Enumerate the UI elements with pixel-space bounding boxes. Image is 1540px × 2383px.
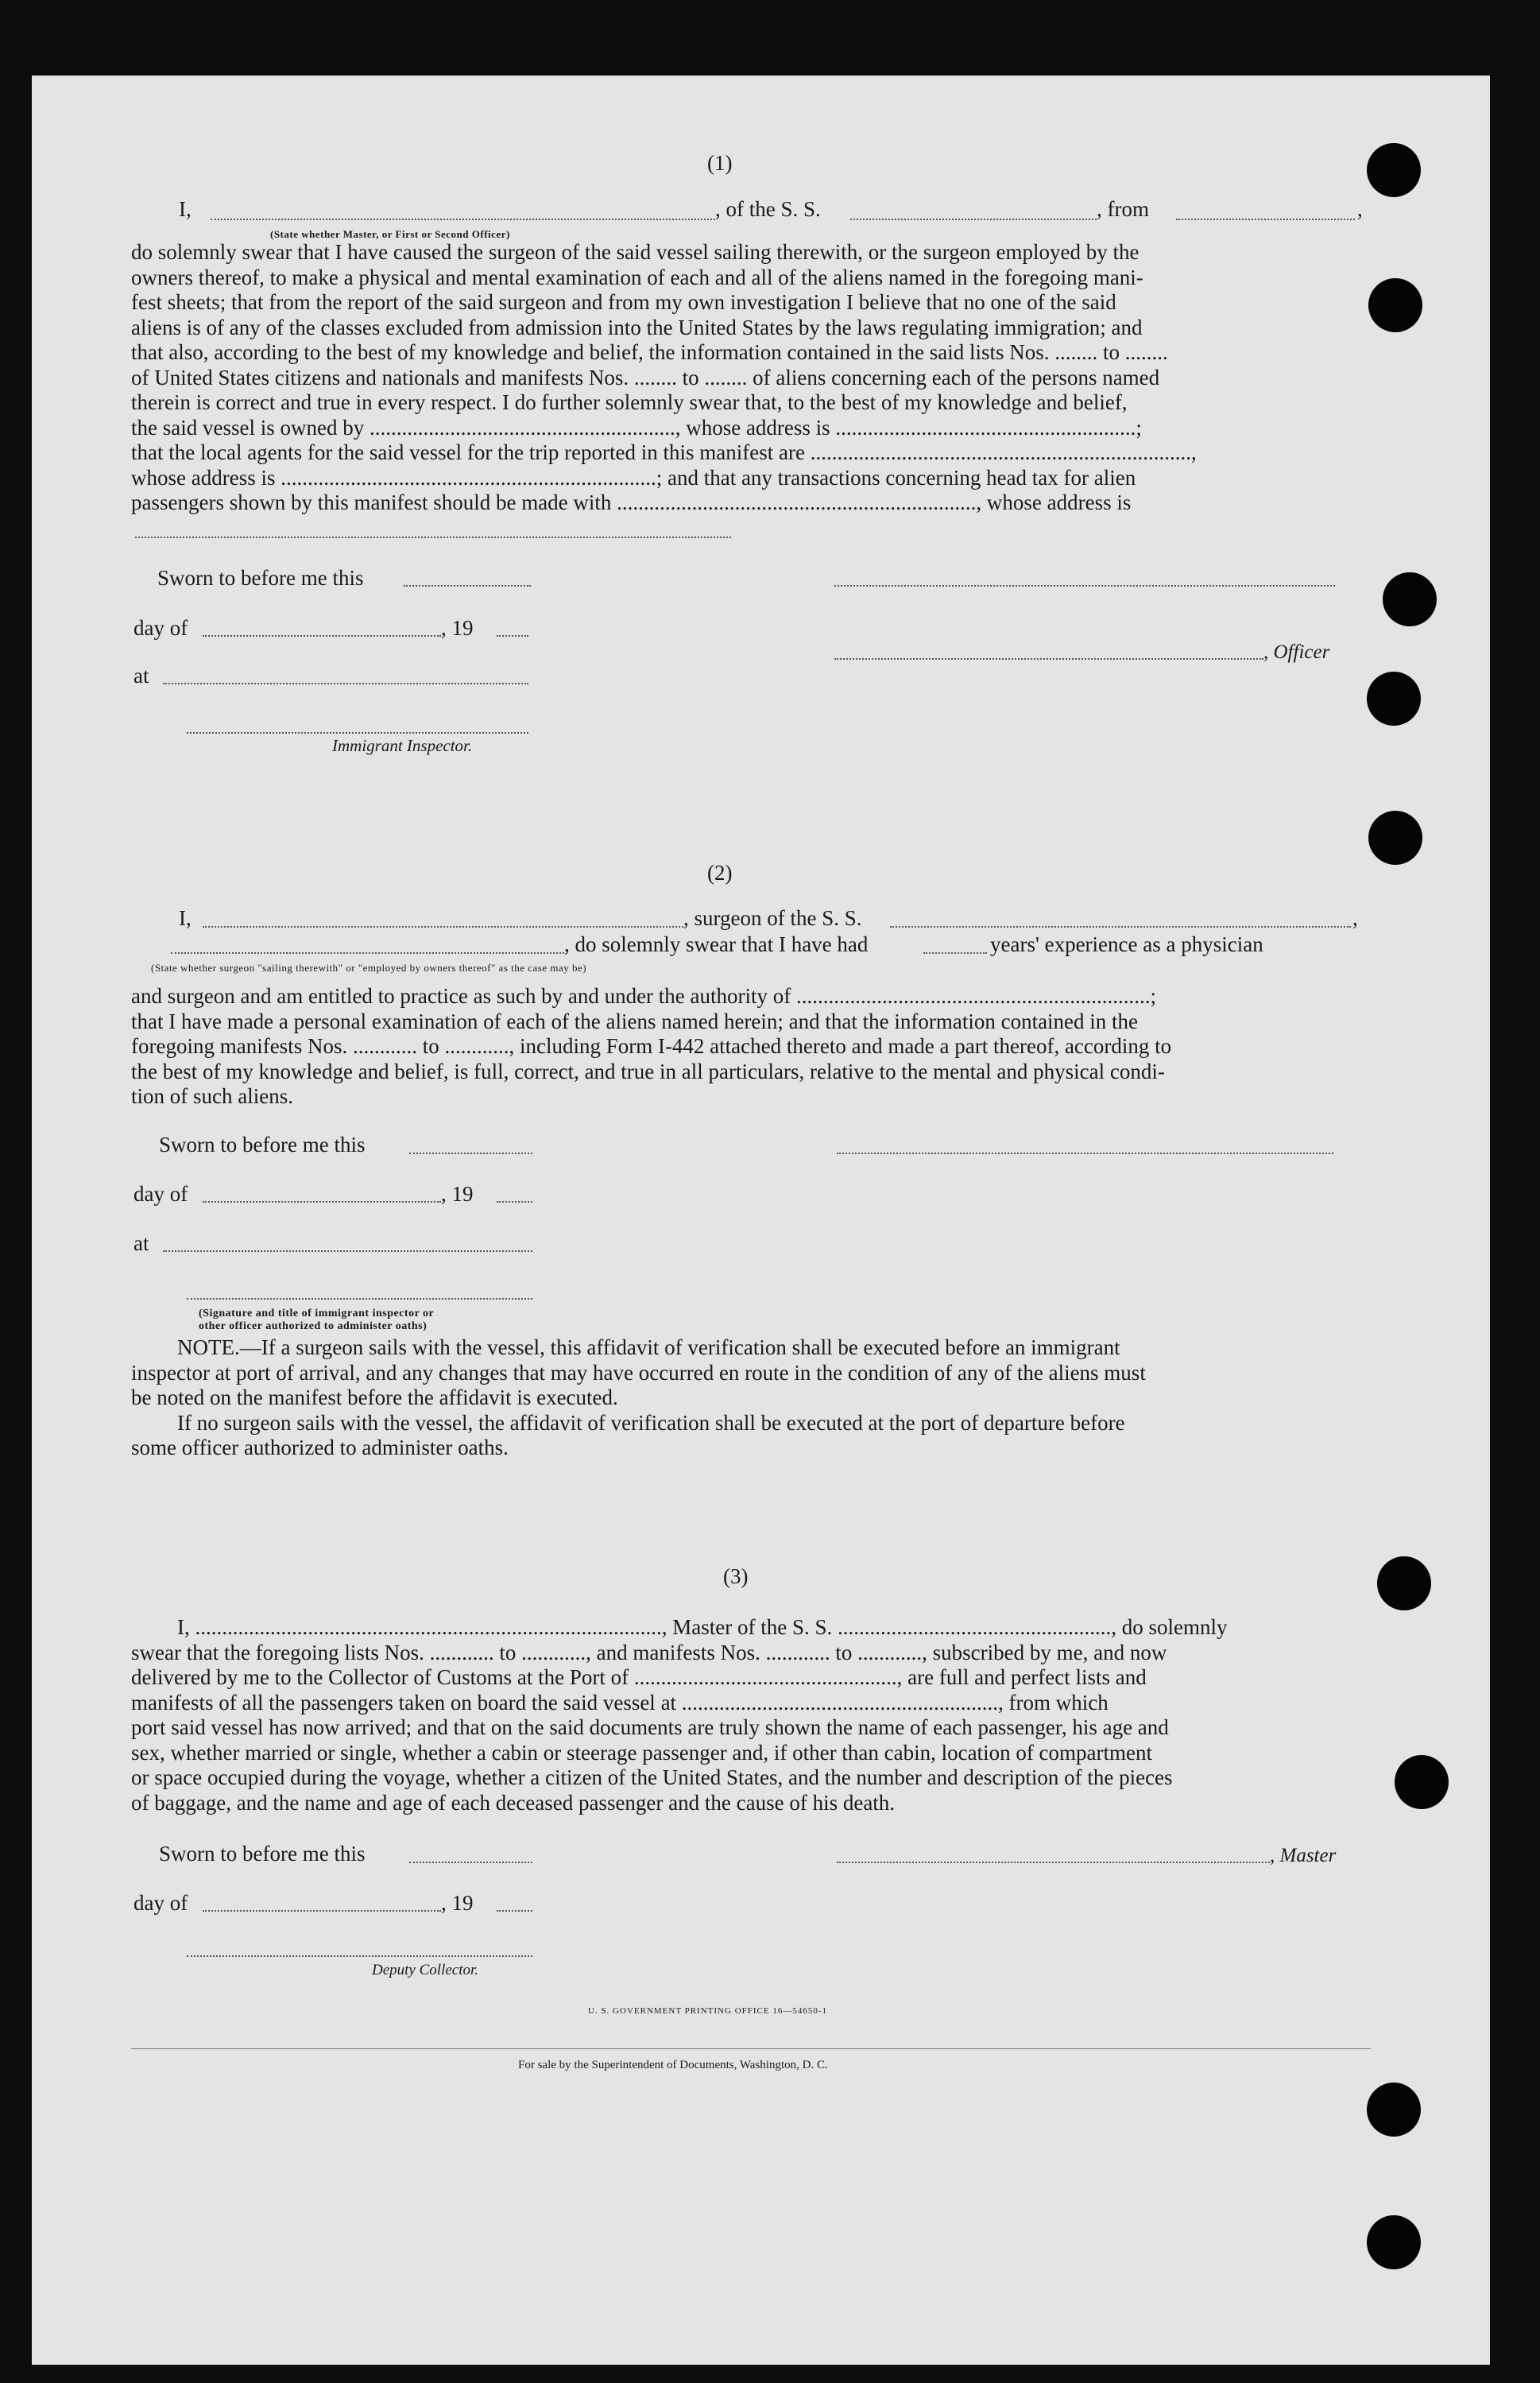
section-1-number: (1) (707, 151, 733, 175)
s1-day-blank[interactable] (203, 635, 441, 637)
s3-master-label: , Master (1270, 1845, 1337, 1866)
s2-swear-label: , do solemnly swear that I have had (564, 932, 869, 956)
s1-from-port-blank[interactable] (1176, 219, 1355, 220)
s3-year-label: , 19 (441, 1891, 474, 1915)
s1-officer-signature-blank[interactable] (834, 658, 1263, 660)
s3-sworn-label: Sworn to before me this (159, 1842, 366, 1866)
s1-body-line: fest sheets; that from the report of the said surgeon and from my own investigation I believe that no one of the said (131, 290, 1116, 314)
s2-day-of-label: day of (133, 1182, 188, 1206)
s1-body-line: owners thereof, to make a physical and mental examination of each and all of the aliens named in the foregoing mani- (131, 265, 1143, 289)
s1-body-line: the said vessel is owned by ........................................................., whose address is ........................................................; (131, 415, 1142, 440)
s2-note-line: be noted on the manifest before the affidavit is executed. (131, 1385, 618, 1409)
s1-from-label: , from (1097, 197, 1149, 221)
s2-body-line: tion of such aliens. (131, 1084, 293, 1108)
for-sale-notice: For sale by the Superintendent of Documents, Washington, D. C. (518, 2059, 828, 2071)
printing-office-imprint: U. S. GOVERNMENT PRINTING OFFICE 16—54650-1 (588, 2006, 828, 2016)
s2-years-label: years' experience as a physician (990, 932, 1263, 956)
s1-body-line: that the local agents for the said vessel for the trip reported in this manifest are ......................................................................., (131, 440, 1197, 464)
s1-sworn-label: Sworn to before me this (157, 566, 364, 590)
s2-note-paragraph (131, 1335, 1371, 1461)
s3-day-of-label: day of (133, 1891, 188, 1915)
s2-surgeon-name-blank[interactable] (203, 926, 683, 928)
section-2-number: (2) (707, 861, 733, 885)
s2-inspector-signature-blank[interactable] (187, 1298, 532, 1300)
s1-sworn-date-blank[interactable] (404, 585, 531, 587)
s1-year-blank[interactable] (497, 635, 528, 637)
s3-year-blank[interactable] (497, 1910, 532, 1912)
s1-body-line: therein is correct and true in every respect. I do further solemnly swear that, to the best of my knowledge and belief, (131, 390, 1128, 414)
binder-hole (1367, 672, 1421, 726)
binder-hole (1367, 2083, 1421, 2137)
s3-body-line: swear that the foregoing lists Nos. ............ to ............, and manifests Nos. ............ to ............, subscribed by me, and now (131, 1640, 1167, 1664)
s3-sworn-date-blank[interactable] (409, 1862, 532, 1863)
s3-body-line: port said vessel has now arrived; and that on the said documents are truly shown the name of each passenger, his age and (131, 1715, 1169, 1739)
s1-body-line: whose address is ......................................................................; and that any transactions concerning head tax for alien (131, 465, 1136, 490)
s1-upper-signature-blank[interactable] (834, 585, 1335, 587)
s3-oath-paragraph (131, 1615, 1371, 1815)
s2-surgeon-label: , surgeon of the S. S. (683, 906, 862, 930)
s1-body-line: passengers shown by this manifest should be made with ..................................................................., whose address is (131, 490, 1132, 514)
s2-year-label: , 19 (441, 1182, 474, 1206)
s1-inspector-label: Immigrant Inspector. (332, 736, 473, 755)
binder-hole (1367, 2215, 1421, 2269)
s3-body-line: of baggage, and the name and age of each deceased passenger and the cause of his death. (131, 1790, 896, 1815)
s2-sig-caption-1: (Signature and title of immigrant inspector or (199, 1308, 435, 1319)
bleed-through-marks (930, 107, 940, 127)
s1-at-blank[interactable] (163, 683, 528, 684)
binder-hole (1367, 143, 1421, 197)
binder-hole (1368, 278, 1422, 332)
s1-day-of-label: day of (133, 616, 188, 640)
s1-officer-label: , Officer (1263, 641, 1330, 663)
s1-body-line: aliens is of any of the classes excluded from admission into the United States by the laws regulating immigration; and (131, 315, 1143, 339)
s2-i-label: I, (179, 906, 192, 930)
s2-note-line: If no surgeon sails with the vessel, the affidavit of verification shall be executed at the port of departure before (177, 1410, 1125, 1435)
s3-collector-label: Deputy Collector. (372, 1962, 479, 1978)
s2-vessel-name-blank[interactable] (890, 926, 1351, 928)
s1-body-line: of United States citizens and nationals and manifests Nos. ........ to ........ of aliens concerning each of the persons named (131, 365, 1160, 389)
s2-line1-end: , (1352, 906, 1358, 930)
s2-signature-blank[interactable] (837, 1153, 1333, 1154)
s2-sailing-status-blank[interactable] (171, 952, 564, 954)
s2-body-line: the best of my knowledge and belief, is full, correct, and true in all particulars, relative to the mental and physical condi- (131, 1059, 1165, 1083)
s2-sworn-date-blank[interactable] (409, 1153, 532, 1154)
s2-years-blank[interactable] (923, 952, 987, 954)
s1-officer-name-blank[interactable] (211, 219, 715, 220)
s1-head-tax-address-blank[interactable] (135, 537, 731, 538)
s1-vessel-name-blank[interactable] (850, 219, 1097, 220)
s3-body-line: I, ......................................................................................., Master of the S. S. ..................................................., do solemnly (177, 1615, 1228, 1639)
s1-line1-end: , (1357, 197, 1363, 221)
s2-surgeon-caption: (State whether surgeon "sailing therewith" or "employed by owners thereof" as the case may be) (151, 962, 587, 974)
s3-body-line: sex, whether married or single, whether a cabin or steerage passenger and, if other than cabin, location of compartment (131, 1740, 1153, 1765)
s1-oath-paragraph (131, 240, 1371, 516)
s2-note-line: some officer authorized to administer oaths. (131, 1436, 509, 1459)
s2-oath-paragraph (131, 984, 1371, 1110)
s3-body-line: delivered by me to the Collector of Customs at the Port of ................................................., are full and perfect lists and (131, 1665, 1147, 1689)
s2-sig-caption-2: other officer authorized to administer oaths) (199, 1320, 428, 1332)
s3-day-blank[interactable] (203, 1910, 441, 1912)
s2-at-label: at (133, 1231, 149, 1255)
s2-body-line: that I have made a personal examination of each of the aliens named herein; and that the information contained in the (131, 1009, 1139, 1033)
s1-body-line: do solemnly swear that I have caused the surgeon of the said vessel sailing therewith, or the surgeon employed by the (131, 240, 1140, 264)
section-3-number: (3) (723, 1564, 749, 1588)
s1-year-label: , 19 (441, 616, 474, 640)
s1-of-ss-label: , of the S. S. (715, 197, 821, 221)
binder-hole (1383, 572, 1437, 626)
s3-collector-signature-blank[interactable] (187, 1955, 532, 1957)
s2-note-line: inspector at port of arrival, and any changes that may have occurred en route in the condition of any of the aliens must (131, 1360, 1146, 1385)
s3-body-line: manifests of all the passengers taken on board the said vessel at ..........................................................., from which (131, 1690, 1109, 1715)
s2-note-line: NOTE.—If a surgeon sails with the vessel, this affidavit of verification shall be executed before an immigrant (177, 1335, 1120, 1359)
footer-rule (131, 2048, 1371, 2049)
s2-day-blank[interactable] (203, 1201, 441, 1203)
s3-master-signature-blank[interactable] (837, 1862, 1270, 1863)
binder-hole (1377, 1556, 1431, 1610)
s3-body-line: or space occupied during the voyage, whether a citizen of the United States, and the number and description of the pieces (131, 1765, 1173, 1789)
s2-at-blank[interactable] (163, 1250, 532, 1252)
s1-i-label: I, (179, 197, 192, 221)
s1-at-label: at (133, 664, 149, 688)
s2-year-blank[interactable] (497, 1201, 532, 1203)
manifest-page (32, 76, 1490, 2365)
s2-sworn-label: Sworn to before me this (159, 1133, 366, 1157)
binder-hole (1368, 811, 1422, 865)
s1-body-line: that also, according to the best of my knowledge and belief, the information contained in the said lists Nos. ........ to ........ (131, 340, 1168, 364)
s2-body-line: foregoing manifests Nos. ............ to ............, including Form I-442 attached thereto and made a part thereof, according to (131, 1034, 1172, 1058)
s2-body-line: and surgeon and am entitled to practice as such by and under the authority of ..................................................................; (131, 984, 1157, 1008)
binder-hole (1395, 1755, 1449, 1809)
s1-officer-caption: (State whether Master, or First or Second Officer) (270, 228, 510, 240)
